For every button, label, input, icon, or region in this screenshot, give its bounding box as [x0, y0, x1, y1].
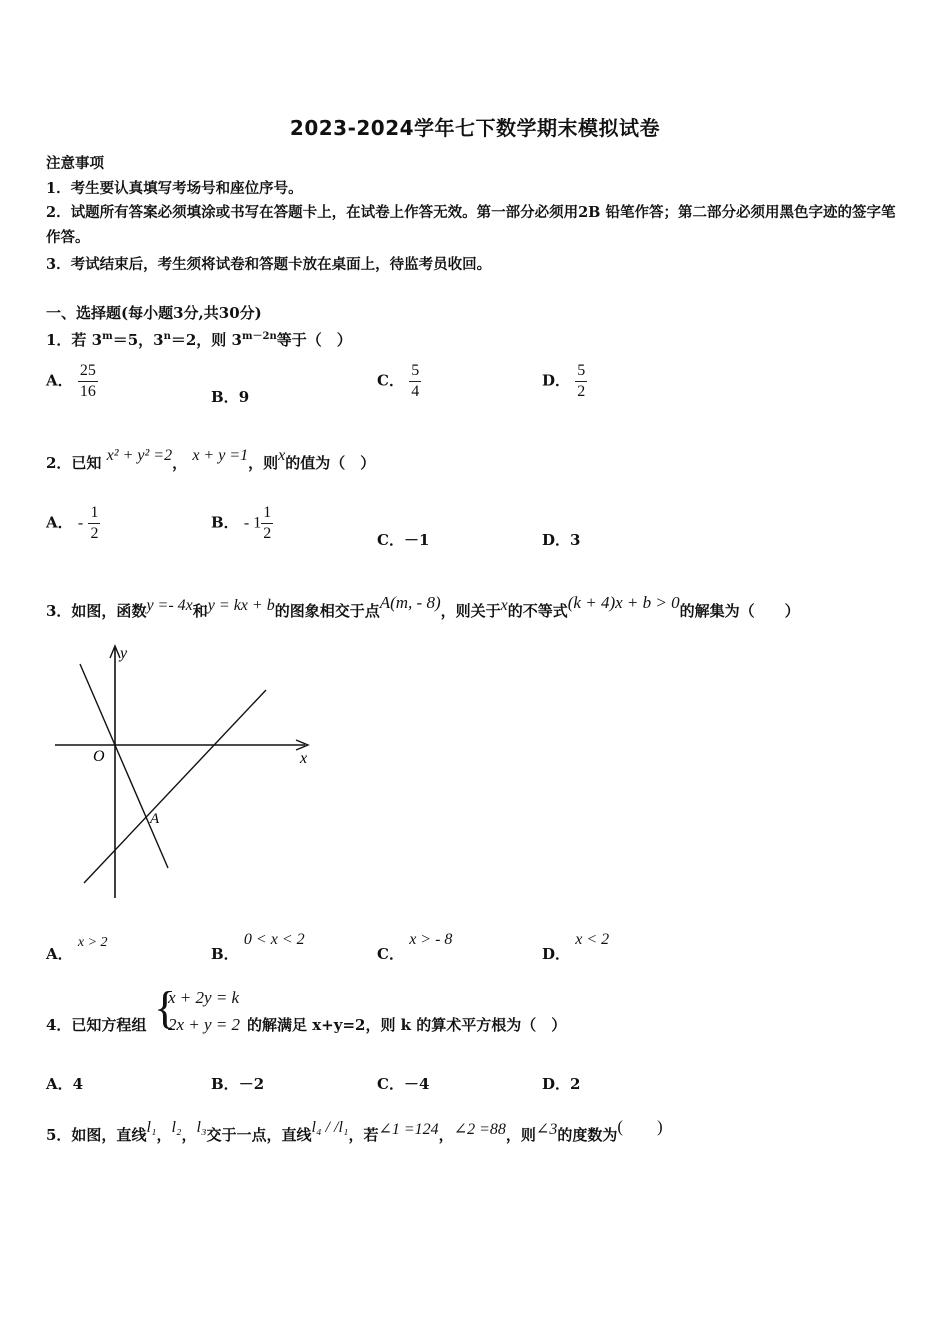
q4-option-a — [46, 1073, 83, 1094]
option-value: x > - 8 — [409, 931, 453, 948]
point-a-label: A — [150, 811, 160, 827]
q3-var: x — [500, 597, 508, 614]
option-value: 9 — [238, 388, 250, 406]
q1-suffix: 等于（ ） — [276, 331, 352, 349]
origin-label: O — [93, 748, 105, 765]
q3-prefix: 3．如图，函数 — [46, 602, 147, 620]
question-5-stem — [46, 1117, 663, 1145]
y-label: y — [120, 645, 128, 662]
option-value: 3 — [570, 531, 581, 549]
q3-option-b — [211, 928, 305, 963]
q4-equation-2: 2x + y = 2 — [168, 1015, 241, 1034]
q2-var: x — [278, 447, 286, 464]
q1-option-a — [46, 362, 98, 401]
q1-exp-mn: m－2n — [241, 331, 277, 342]
denominator: 2 — [90, 525, 99, 542]
q5-suffix: 的度数为 — [557, 1126, 618, 1144]
page-title: 2023-2024学年七下数学期末模拟试卷 — [289, 116, 661, 140]
q1-mid2: ＝2，则 3 — [170, 331, 242, 349]
q5-prefix: 5．如图，直线 — [46, 1126, 147, 1144]
numerator: 5 — [575, 362, 587, 382]
denominator: 16 — [79, 383, 96, 400]
q3-option-d — [542, 928, 610, 963]
fraction — [78, 362, 98, 401]
option-label: D． — [542, 1075, 571, 1093]
q1-mid1: ＝5，3 — [112, 331, 164, 349]
q5-angle1: ∠1 =124 — [378, 1121, 439, 1138]
q4-equation-1: x + 2y = k — [168, 988, 240, 1007]
option-value: 2 — [570, 1075, 581, 1093]
option-label: B． — [211, 1075, 239, 1093]
notice-item-2: 2．试题所有答案必须填涂或书写在答题卡上，在试卷上作答无效。第一部分必须用2B 铅笔作答；第二部分必须用黑色字迹的签字笔作答。 — [46, 204, 896, 246]
q3-mid3: 的不等式 — [507, 602, 568, 620]
q5-l3: l₃ — [196, 1119, 207, 1136]
q5-mid1: 交于一点，直线 — [206, 1126, 312, 1144]
option-label: A． — [46, 371, 73, 390]
option-value: －1 — [403, 531, 430, 549]
option-label: D． — [542, 945, 571, 963]
question-2-stem — [46, 447, 376, 473]
q3-point: A(m, - 8) — [379, 593, 441, 612]
option-label: B． — [211, 513, 239, 532]
q4-option-b — [211, 1073, 264, 1094]
q3-and: 和 — [192, 602, 208, 620]
q3-suffix: 的解集为（ ） — [679, 602, 800, 620]
q3-f2: y = kx + b — [207, 597, 275, 614]
section-heading: 一、选择题(每小题3分,共30分) — [46, 304, 262, 322]
line-y-neg4x — [80, 664, 168, 868]
fraction — [575, 362, 587, 401]
q5-comma2: ， — [181, 1126, 197, 1144]
q1-option-d — [542, 362, 587, 401]
q2-suffix: 的值为（ ） — [285, 454, 376, 472]
q3-mid2: ，则关于 — [440, 602, 501, 620]
option-value: x < 2 — [575, 931, 610, 948]
numerator: 25 — [78, 362, 98, 382]
question-3-stem — [46, 593, 800, 621]
q5-mid2: ，若 — [348, 1126, 379, 1144]
q3-option-a — [46, 930, 108, 963]
q2-mid: ，则 — [248, 454, 279, 472]
option-label: C． — [377, 531, 404, 549]
option-value: －4 — [403, 1075, 430, 1093]
option-label: A． — [46, 945, 73, 963]
q5-angle2: ∠2 =88 — [453, 1121, 506, 1138]
q5-l2: l₂ — [171, 1119, 182, 1136]
q1-exp-m: m — [102, 331, 113, 342]
option-label: C． — [377, 1075, 404, 1093]
numerator: 5 — [409, 362, 421, 382]
fraction — [88, 504, 100, 543]
q2-option-a — [46, 504, 100, 543]
q2-sep: ， — [172, 454, 188, 472]
option-sign: - 1 — [243, 514, 262, 532]
q5-mid3: ，则 — [505, 1126, 536, 1144]
question-1-stem — [46, 327, 352, 350]
q1-option-b — [211, 386, 249, 407]
q4-brace: { — [154, 982, 177, 1033]
option-label: C． — [377, 371, 404, 390]
q2-prefix: 2．已知 — [46, 454, 102, 472]
numerator: 1 — [88, 504, 100, 524]
option-value: x > 2 — [77, 935, 108, 950]
notice-heading: 注意事项 — [46, 155, 104, 172]
q2-expr2: x + y =1 — [192, 447, 249, 464]
option-label: C． — [377, 945, 404, 963]
denominator: 4 — [411, 383, 420, 400]
q2-expr1: x² + y² =2 — [106, 447, 173, 464]
x-label: x — [300, 750, 308, 767]
q5-paren: ( ) — [617, 1117, 663, 1136]
q5-l1: l₁ — [146, 1119, 157, 1136]
option-label: A． — [46, 513, 73, 532]
option-label: D． — [542, 531, 571, 549]
q5-comma1: ， — [156, 1126, 172, 1144]
q4-option-d — [542, 1073, 580, 1094]
numerator: 1 — [261, 504, 273, 524]
option-value: －2 — [238, 1075, 265, 1093]
q3-mid1: 的图象相交于点 — [274, 602, 380, 620]
q2-option-c — [377, 529, 429, 550]
notice-item-1: 1．考生要认真填写考场号和座位序号。 — [46, 180, 303, 197]
option-label: B． — [211, 945, 239, 963]
q2-option-b — [211, 504, 273, 543]
q5-parallel: l₄ / /l₁ — [311, 1119, 349, 1136]
q5-comma3: ， — [438, 1126, 454, 1144]
q4-suffix: 的解满足 x+y=2，则 k 的算术平方根为（ ） — [247, 1016, 567, 1034]
line-kx-plus-b — [84, 690, 266, 883]
q3-option-c — [377, 928, 453, 963]
notice-item-3: 3．考试结束后，考生须将试卷和答题卡放在桌面上，待监考员收回。 — [46, 256, 492, 273]
option-label: B． — [211, 388, 239, 406]
fraction — [261, 504, 273, 543]
q1-prefix: 1．若 3 — [46, 331, 103, 349]
option-sign: - — [77, 514, 84, 532]
q3-f1: y =- 4x — [146, 597, 193, 614]
q3-graph-figure — [50, 640, 320, 905]
q2-option-d — [542, 529, 580, 550]
q4-prefix: 4．已知方程组 — [46, 1016, 147, 1034]
option-value: 0 < x < 2 — [243, 931, 305, 948]
option-label: A． — [46, 1075, 73, 1093]
q4-option-c — [377, 1073, 429, 1094]
q5-angle3: ∠3 — [535, 1121, 558, 1138]
q3-inequality: (k + 4)x + b > 0 — [567, 593, 680, 612]
q1-option-c — [377, 362, 421, 401]
option-value: 4 — [72, 1075, 84, 1093]
option-label: D． — [542, 371, 571, 390]
q1-exp-n: n — [163, 331, 171, 342]
fraction — [409, 362, 421, 401]
denominator: 2 — [263, 525, 272, 542]
denominator: 2 — [577, 383, 586, 400]
